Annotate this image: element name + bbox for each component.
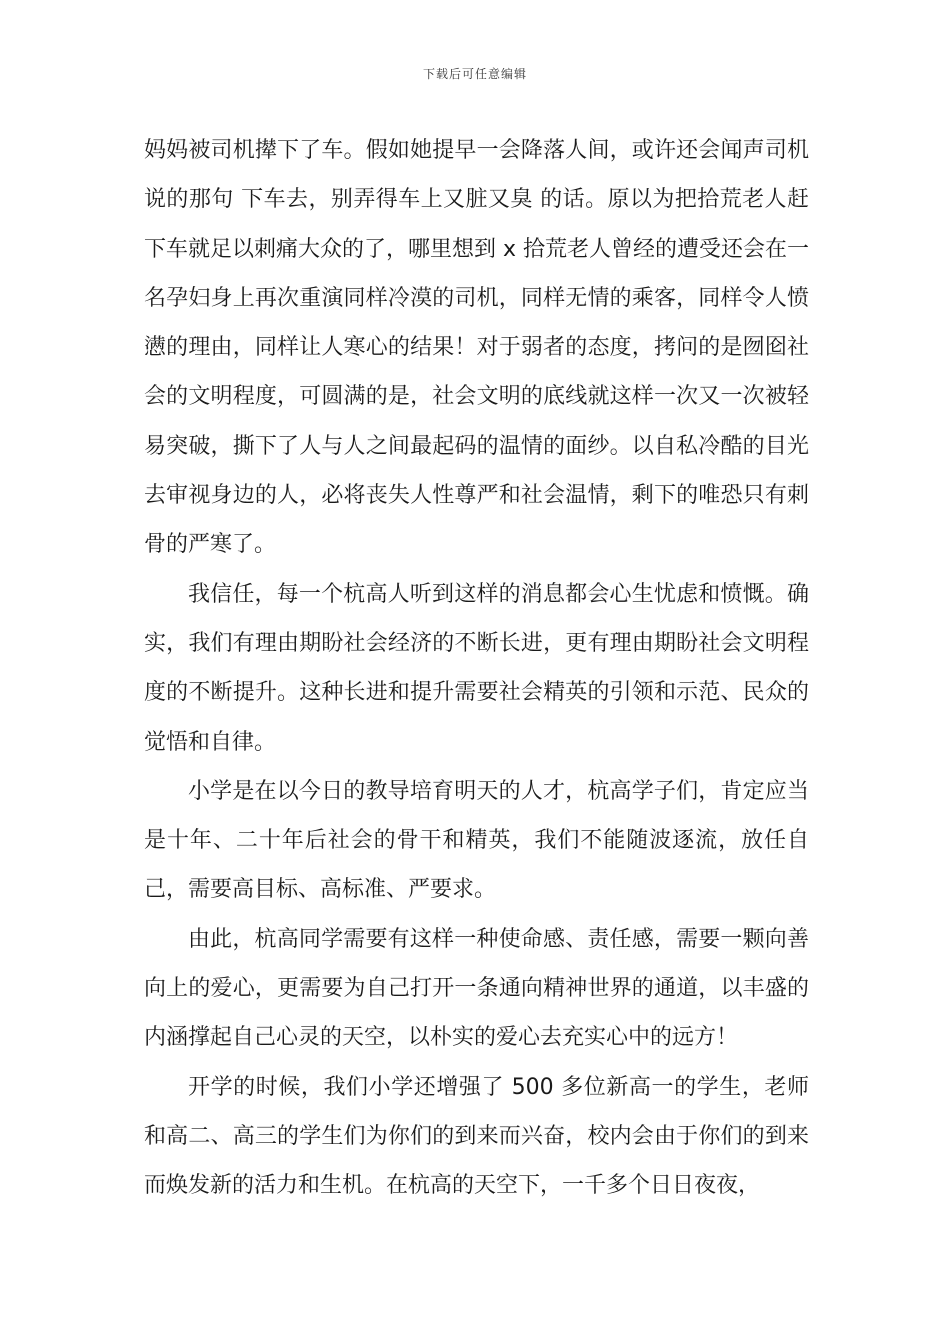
paragraph-2: 我信任，每一个杭高人听到这样的消息都会心生忧虑和愤慨。确实，我们有理由期盼社会经济的不断长进，更有理由期盼社会文明程度的不断提升。这种长进和提升需要社会精英的引领和示范、民众的觉悟和自律。 xyxy=(144,581,809,755)
paragraph-1: 妈妈被司机撵下了车。假如她提早一会降落人间，或许还会闻声司机说的那句 下车去，别弄得车上又脏又臭 的话。原以为把拾荒老人赶下车就足以刺痛大众的了，哪里想到 x 拾荒老人曾经的遭受还会在一名孕妇身上再次重演同样冷漠的司机，同样无情的乘客，同样令人愤懑的理由，同样让人寒心的结果！对于弱者的态度，拷问的是囫囵社会的文明程度，可圆满的是，社会文明的底线就这样一次又一次被轻易突破，撕下了人与人之间最起码的温情的面纱。以自私冷酷的目光去审视身边的人，必将丧失人性尊严和社会温情，剩下的唯恐只有刺骨的严寒了。 xyxy=(144,138,810,558)
page-header: 下载后可任意编辑 xyxy=(422,67,527,81)
document-body xyxy=(144,126,809,1211)
paragraph-4: 由此，杭高同学需要有这样一种使命感、责任感，需要一颗向善向上的爱心，更需要为自己打开一条通向精神世界的通道，以丰盛的内涵撑起自己心灵的天空，以朴实的爱心去充实心中的远方！ xyxy=(144,926,809,1051)
paragraph-3: 小学是在以今日的教导培育明天的人才，杭高学子们，肯定应当是十年、二十年后社会的骨干和精英，我们不能随波逐流，放任自己，需要高目标、高标准、严要求。 xyxy=(144,778,809,903)
paragraph-5: 开学的时候，我们小学还增强了 500 多位新高一的学生，老师和高二、高三的学生们为你们的到来而兴奋，校内会由于你们的到来而焕发新的活力和生机。在杭高的天空下，一千多个日日夜夜， xyxy=(144,1074,809,1199)
